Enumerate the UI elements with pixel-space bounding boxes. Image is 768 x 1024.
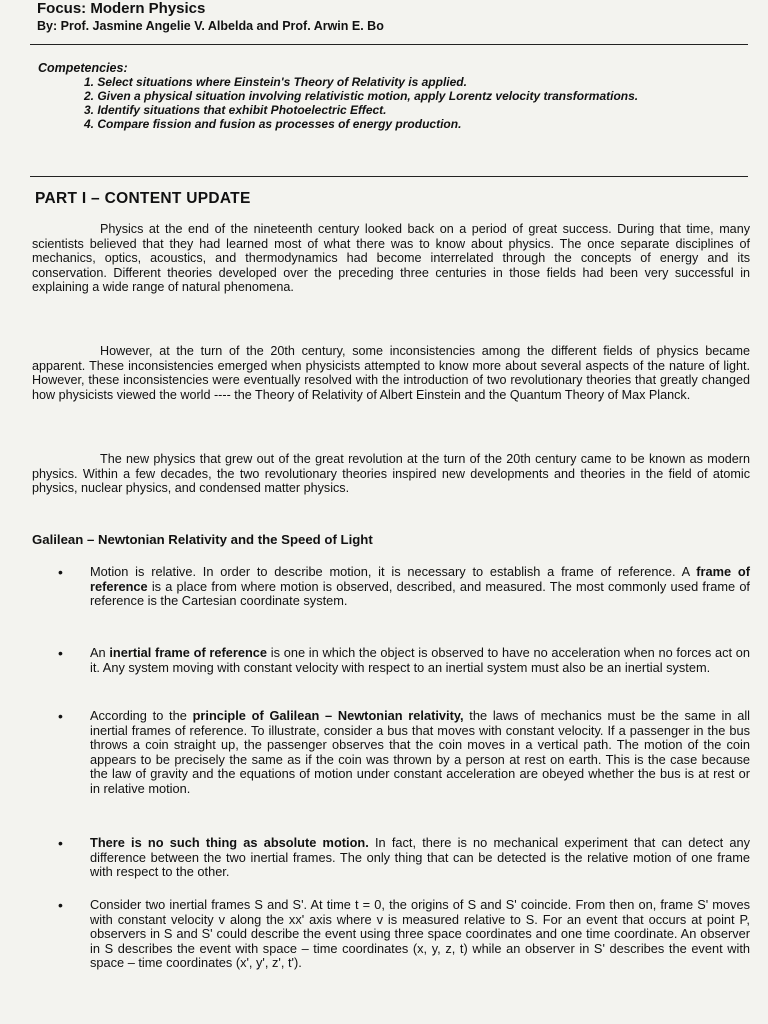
paragraph bbox=[32, 344, 750, 402]
bullet-bold-term: inertial frame of reference bbox=[109, 645, 268, 660]
competency-item: 2. Given a physical situation involving relativistic motion, apply Lorentz velocity transformations. bbox=[84, 89, 639, 103]
bullet-item bbox=[58, 646, 750, 675]
paragraph-text: However, at the turn of the 20th century, some inconsistencies among the different fields of physics became apparent. These inconsistencies emerged when physicists attempted to know more about several aspects of the nature of light. However, these inconsistencies were eventually resolved with the introduction of two revolutionary theories that greatly changed how physicists viewed the world ---- the Theory of Relativity of Albert Einstein and the Quantum Theory of Max Planck. bbox=[32, 344, 750, 402]
paragraph bbox=[32, 452, 750, 496]
bullet-item bbox=[58, 836, 750, 880]
competency-item: 4. Compare fission and fusion as processes of energy production. bbox=[84, 117, 462, 131]
bullet-dot-icon: • bbox=[58, 564, 63, 580]
paragraph-text: The new physics that grew out of the great revolution at the turn of the 20th century came to be known as modern physics. Within a few decades, the two revolutionary theories inspired new developments and theories in the field of atomic physics, nuclear physics, and condensed matter physics. bbox=[32, 452, 750, 496]
header-divider bbox=[30, 44, 748, 45]
bullet-dot-icon: • bbox=[58, 897, 63, 913]
bullet-list bbox=[58, 836, 750, 880]
bullet-text: is a place from where motion is observed, described, and measured. The most commonly used frame of reference is the Cartesian coordinate system. bbox=[90, 578, 750, 609]
paragraph bbox=[32, 222, 750, 295]
bullet-bold-term: frame of reference bbox=[90, 564, 750, 594]
bullet-text: Motion is relative. In order to describe motion, it is necessary to establish a frame of reference. A bbox=[90, 564, 697, 579]
bullet-list bbox=[58, 898, 750, 971]
part-title: PART I – CONTENT UPDATE bbox=[35, 190, 251, 207]
bullet-dot-icon: • bbox=[58, 708, 63, 724]
bullet-bold-term: There is no such thing as absolute motion. bbox=[90, 835, 369, 850]
bullet-text: In fact, there is no mechanical experiment that can detect any difference between the two inertial frames. The only thing that can be detected is the relative motion of one frame with respect to the other. bbox=[90, 835, 750, 880]
paragraph-text: Physics at the end of the nineteenth century looked back on a period of great success. During that time, many scientists believed that they had learned most of what there was to know about physics. The once separate disciplines of mechanics, optics, acoustics, and thermodynamics had become interrelated through the concepts of energy and its conservation. Different theories developed over the preceding three centuries in those fields had been very successful in explaining a wide range of natural phenomena. bbox=[32, 222, 750, 295]
competencies-block bbox=[38, 62, 743, 131]
bullet-text: Consider two inertial frames S and S'. At time t = 0, the origins of S and S' coincide. From then on, frame S' moves with constant velocity v along the xx' axis where v is measured relative to S. For an event that occurs at point P, observers in S and S' could describe the event using three space coordinates and one time coordinate. An observer in S describes the event with space – time coordinates (x, y, z, t) while an observer in S' describes the event with space – time coordinates (x', y', z', t'). bbox=[90, 897, 750, 971]
bullet-text: An bbox=[90, 645, 110, 660]
competencies-list bbox=[38, 75, 743, 131]
authors-line: By: Prof. Jasmine Angelie V. Albelda and Prof. Arwin E. Bo bbox=[37, 19, 384, 33]
competency-item: 1. Select situations where Einstein's Theory of Relativity is applied. bbox=[84, 75, 467, 89]
bullet-text: the laws of mechanics must be the same in all inertial frames of reference. To illustrate, consider a bus that moves with constant velocity. If a passenger in the bus throws a coin straight up, the passenger observes that the coin moves in a vertical path. The motion of the coin appears to be precisely the same as if the coin was thrown by a person at rest on earth. This is the case because the law of gravity and the equations of motion under constant acceleration are obeyed whether the bus is at rest or in relative motion. bbox=[90, 708, 751, 796]
focus-title: Focus: Modern Physics bbox=[37, 0, 206, 17]
competency-item: 3. Identify situations that exhibit Photoelectric Effect. bbox=[84, 103, 387, 117]
bullet-list bbox=[58, 646, 750, 675]
bullet-item bbox=[58, 565, 750, 609]
bullet-text: According to the bbox=[90, 708, 193, 723]
competencies-title: Competencies: bbox=[38, 61, 128, 75]
bullet-dot-icon: • bbox=[58, 645, 63, 661]
bullet-bold-term: principle of Galilean – Newtonian relativity, bbox=[192, 708, 464, 723]
bullet-dot-icon: • bbox=[58, 835, 63, 851]
bullet-list bbox=[58, 565, 750, 609]
competencies-divider bbox=[30, 176, 748, 177]
bullet-list bbox=[58, 709, 750, 797]
bullet-text: is one in which the object is observed to have no acceleration when no forces act on it. Any system moving with constant velocity with respect to an inertial system must also be an inertial system. bbox=[90, 645, 750, 675]
bullet-item bbox=[58, 709, 750, 797]
section-heading: Galilean – Newtonian Relativity and the Speed of Light bbox=[32, 532, 373, 547]
bullet-item bbox=[58, 898, 750, 971]
document-header bbox=[37, 0, 757, 34]
